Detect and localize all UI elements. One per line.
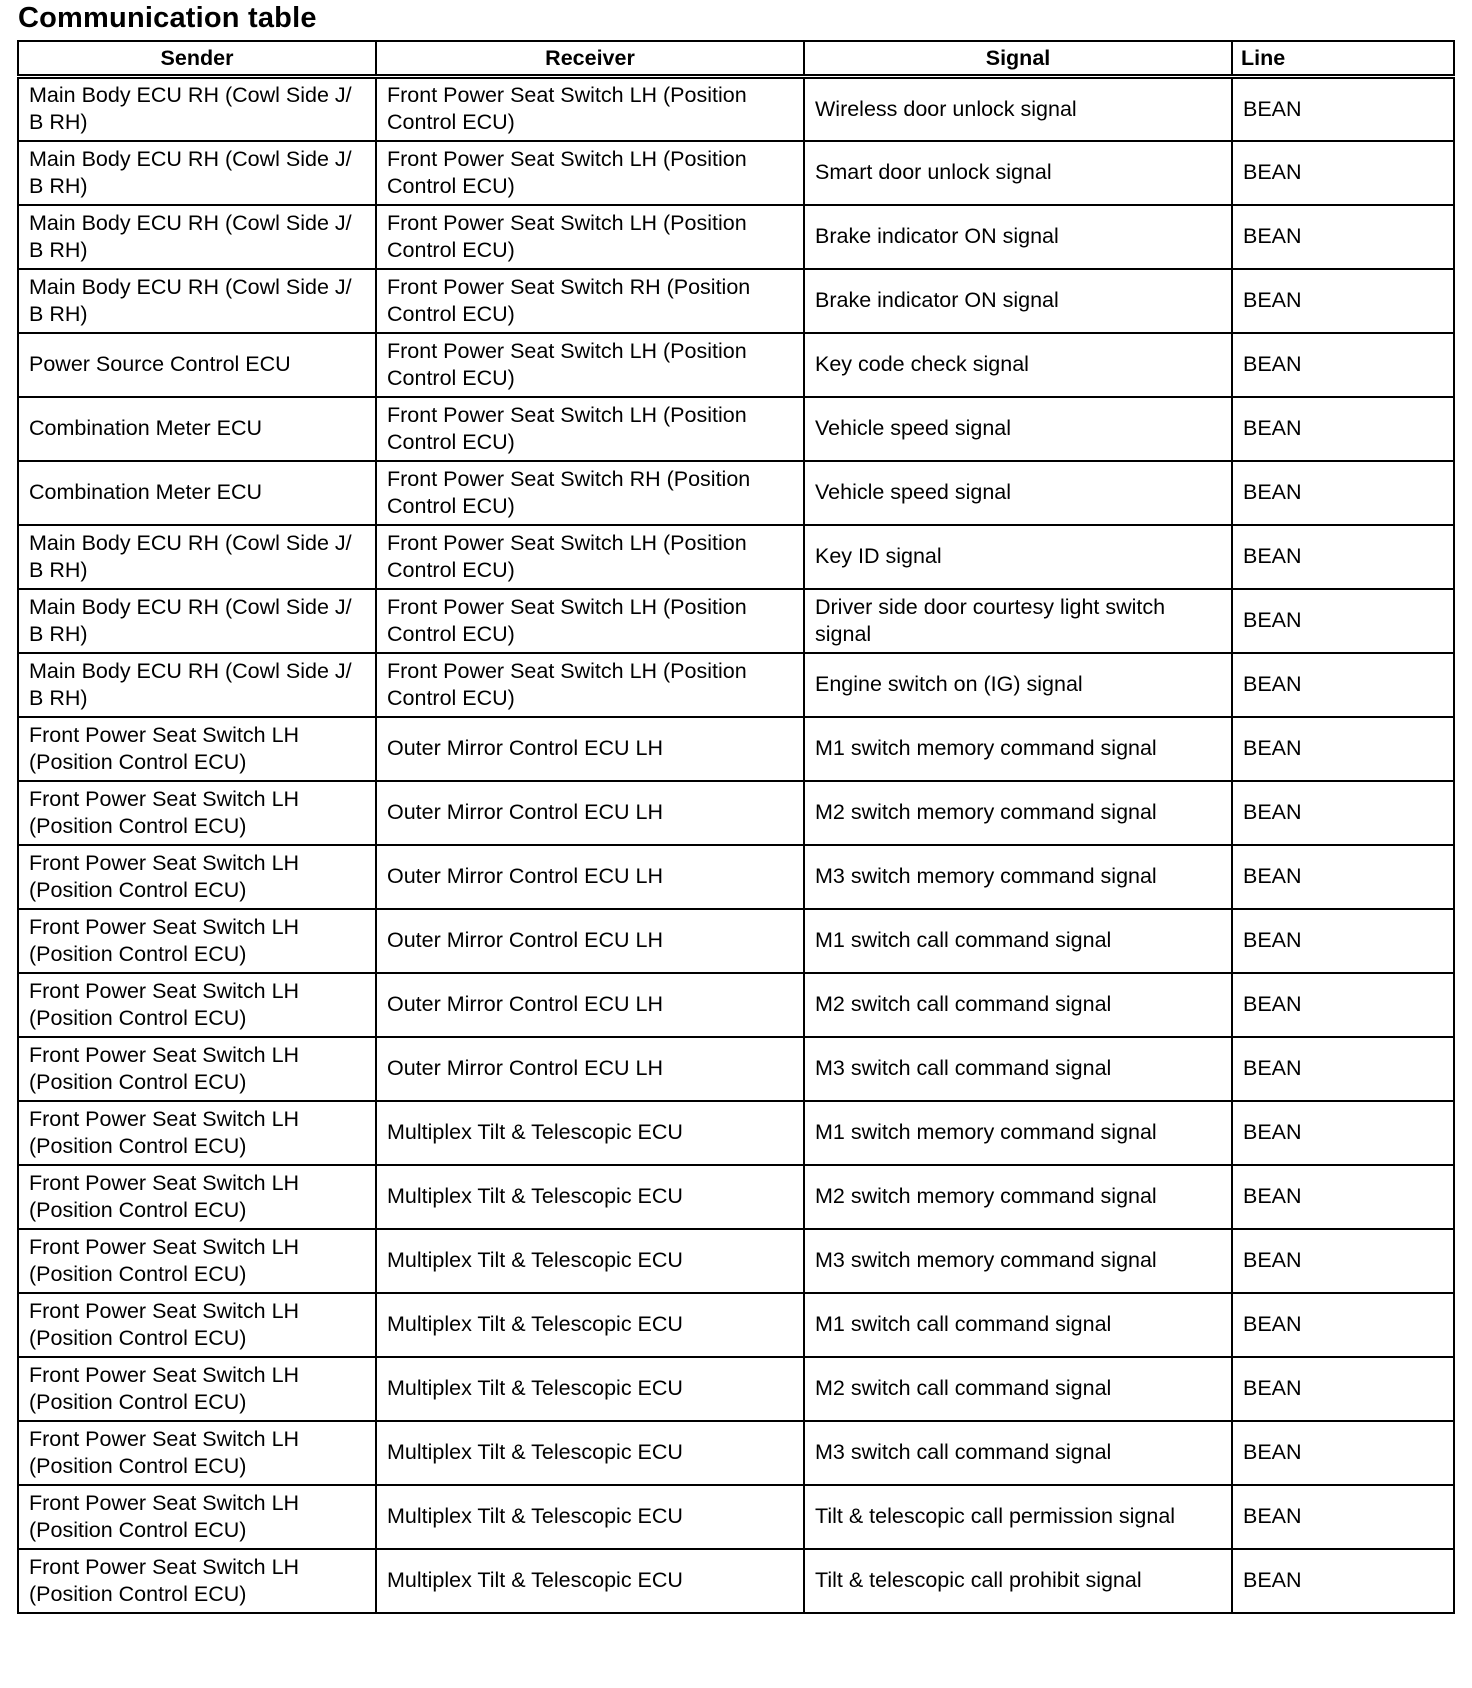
sender-cell: Front Power Seat Switch LH (Position Control ECU) xyxy=(18,845,376,909)
sender-cell: Front Power Seat Switch LH (Position Control ECU) xyxy=(18,1165,376,1229)
table-row xyxy=(18,909,1454,973)
table-row xyxy=(18,1421,1454,1485)
signal-cell: M1 switch call command signal xyxy=(804,1293,1232,1357)
line-cell: BEAN xyxy=(1232,1165,1454,1229)
table-body xyxy=(18,77,1454,1613)
line-cell: BEAN xyxy=(1232,141,1454,205)
receiver-cell: Front Power Seat Switch LH (Position Control ECU) xyxy=(376,653,804,717)
header-line: Line xyxy=(1232,41,1454,77)
line-cell: BEAN xyxy=(1232,1357,1454,1421)
signal-cell: Key code check signal xyxy=(804,333,1232,397)
table-row xyxy=(18,1357,1454,1421)
communication-table xyxy=(17,40,1455,1614)
line-cell: BEAN xyxy=(1232,1293,1454,1357)
line-cell: BEAN xyxy=(1232,717,1454,781)
header-receiver: Receiver xyxy=(376,41,804,77)
table-row xyxy=(18,1229,1454,1293)
sender-cell: Main Body ECU RH (Cowl Side J/ B RH) xyxy=(18,525,376,589)
line-cell: BEAN xyxy=(1232,269,1454,333)
receiver-cell: Multiplex Tilt & Telescopic ECU xyxy=(376,1101,804,1165)
sender-cell: Main Body ECU RH (Cowl Side J/ B RH) xyxy=(18,141,376,205)
line-cell: BEAN xyxy=(1232,781,1454,845)
receiver-cell: Outer Mirror Control ECU LH xyxy=(376,845,804,909)
table-row xyxy=(18,333,1454,397)
receiver-cell: Front Power Seat Switch LH (Position Control ECU) xyxy=(376,141,804,205)
receiver-cell: Multiplex Tilt & Telescopic ECU xyxy=(376,1357,804,1421)
table-row xyxy=(18,461,1454,525)
page-title: Communication table xyxy=(18,2,317,34)
signal-cell: M3 switch memory command signal xyxy=(804,1229,1232,1293)
signal-cell: Tilt & telescopic call permission signal xyxy=(804,1485,1232,1549)
line-cell: BEAN xyxy=(1232,973,1454,1037)
line-cell: BEAN xyxy=(1232,397,1454,461)
table-row xyxy=(18,845,1454,909)
receiver-cell: Front Power Seat Switch LH (Position Control ECU) xyxy=(376,589,804,653)
receiver-cell: Front Power Seat Switch LH (Position Control ECU) xyxy=(376,397,804,461)
line-cell: BEAN xyxy=(1232,589,1454,653)
receiver-cell: Front Power Seat Switch LH (Position Control ECU) xyxy=(376,333,804,397)
receiver-cell: Front Power Seat Switch RH (Position Control ECU) xyxy=(376,461,804,525)
line-cell: BEAN xyxy=(1232,1549,1454,1613)
line-cell: BEAN xyxy=(1232,1101,1454,1165)
table-row xyxy=(18,205,1454,269)
receiver-cell: Outer Mirror Control ECU LH xyxy=(376,781,804,845)
line-cell: BEAN xyxy=(1232,1421,1454,1485)
table-header xyxy=(18,41,1454,77)
sender-cell: Front Power Seat Switch LH (Position Control ECU) xyxy=(18,1357,376,1421)
signal-cell: M3 switch call command signal xyxy=(804,1037,1232,1101)
signal-cell: Key ID signal xyxy=(804,525,1232,589)
sender-cell: Main Body ECU RH (Cowl Side J/ B RH) xyxy=(18,205,376,269)
sender-cell: Front Power Seat Switch LH (Position Control ECU) xyxy=(18,1485,376,1549)
signal-cell: M1 switch memory command signal xyxy=(804,1101,1232,1165)
sender-cell: Combination Meter ECU xyxy=(18,397,376,461)
table-row xyxy=(18,589,1454,653)
signal-cell: Vehicle speed signal xyxy=(804,397,1232,461)
line-cell: BEAN xyxy=(1232,845,1454,909)
receiver-cell: Front Power Seat Switch LH (Position Control ECU) xyxy=(376,525,804,589)
line-cell: BEAN xyxy=(1232,205,1454,269)
sender-cell: Front Power Seat Switch LH (Position Control ECU) xyxy=(18,973,376,1037)
sender-cell: Front Power Seat Switch LH (Position Control ECU) xyxy=(18,1549,376,1613)
line-cell: BEAN xyxy=(1232,461,1454,525)
line-cell: BEAN xyxy=(1232,1229,1454,1293)
table-row xyxy=(18,269,1454,333)
receiver-cell: Outer Mirror Control ECU LH xyxy=(376,909,804,973)
signal-cell: Wireless door unlock signal xyxy=(804,77,1232,141)
sender-cell: Front Power Seat Switch LH (Position Control ECU) xyxy=(18,781,376,845)
sender-cell: Front Power Seat Switch LH (Position Control ECU) xyxy=(18,1229,376,1293)
sender-cell: Front Power Seat Switch LH (Position Control ECU) xyxy=(18,717,376,781)
signal-cell: M2 switch memory command signal xyxy=(804,781,1232,845)
sender-cell: Front Power Seat Switch LH (Position Control ECU) xyxy=(18,1037,376,1101)
sender-cell: Front Power Seat Switch LH (Position Control ECU) xyxy=(18,909,376,973)
receiver-cell: Multiplex Tilt & Telescopic ECU xyxy=(376,1165,804,1229)
receiver-cell: Multiplex Tilt & Telescopic ECU xyxy=(376,1549,804,1613)
table-row xyxy=(18,397,1454,461)
line-cell: BEAN xyxy=(1232,653,1454,717)
table-row xyxy=(18,1037,1454,1101)
sender-cell: Main Body ECU RH (Cowl Side J/ B RH) xyxy=(18,589,376,653)
signal-cell: M2 switch memory command signal xyxy=(804,1165,1232,1229)
signal-cell: Smart door unlock signal xyxy=(804,141,1232,205)
line-cell: BEAN xyxy=(1232,525,1454,589)
sender-cell: Main Body ECU RH (Cowl Side J/ B RH) xyxy=(18,653,376,717)
table-row xyxy=(18,717,1454,781)
receiver-cell: Multiplex Tilt & Telescopic ECU xyxy=(376,1229,804,1293)
sender-cell: Main Body ECU RH (Cowl Side J/ B RH) xyxy=(18,269,376,333)
receiver-cell: Outer Mirror Control ECU LH xyxy=(376,1037,804,1101)
receiver-cell: Multiplex Tilt & Telescopic ECU xyxy=(376,1485,804,1549)
signal-cell: M2 switch call command signal xyxy=(804,1357,1232,1421)
signal-cell: Engine switch on (IG) signal xyxy=(804,653,1232,717)
header-sender: Sender xyxy=(18,41,376,77)
table-row xyxy=(18,1485,1454,1549)
receiver-cell: Multiplex Tilt & Telescopic ECU xyxy=(376,1293,804,1357)
table-row xyxy=(18,77,1454,141)
signal-cell: Vehicle speed signal xyxy=(804,461,1232,525)
table-row xyxy=(18,1101,1454,1165)
table-row xyxy=(18,1165,1454,1229)
table-row xyxy=(18,1549,1454,1613)
table-row xyxy=(18,973,1454,1037)
table-row xyxy=(18,525,1454,589)
receiver-cell: Outer Mirror Control ECU LH xyxy=(376,717,804,781)
signal-cell: Driver side door courtesy light switch signal xyxy=(804,589,1232,653)
header-row xyxy=(18,41,1454,77)
sender-cell: Front Power Seat Switch LH (Position Control ECU) xyxy=(18,1101,376,1165)
signal-cell: Tilt & telescopic call prohibit signal xyxy=(804,1549,1232,1613)
signal-cell: Brake indicator ON signal xyxy=(804,205,1232,269)
line-cell: BEAN xyxy=(1232,909,1454,973)
receiver-cell: Outer Mirror Control ECU LH xyxy=(376,973,804,1037)
table-row xyxy=(18,653,1454,717)
line-cell: BEAN xyxy=(1232,1037,1454,1101)
signal-cell: M1 switch memory command signal xyxy=(804,717,1232,781)
line-cell: BEAN xyxy=(1232,1485,1454,1549)
sender-cell: Main Body ECU RH (Cowl Side J/ B RH) xyxy=(18,77,376,141)
sender-cell: Front Power Seat Switch LH (Position Control ECU) xyxy=(18,1421,376,1485)
sender-cell: Power Source Control ECU xyxy=(18,333,376,397)
signal-cell: M1 switch call command signal xyxy=(804,909,1232,973)
line-cell: BEAN xyxy=(1232,77,1454,141)
table-row xyxy=(18,1293,1454,1357)
sender-cell: Front Power Seat Switch LH (Position Control ECU) xyxy=(18,1293,376,1357)
table-row xyxy=(18,141,1454,205)
signal-cell: Brake indicator ON signal xyxy=(804,269,1232,333)
sender-cell: Combination Meter ECU xyxy=(18,461,376,525)
signal-cell: M3 switch call command signal xyxy=(804,1421,1232,1485)
line-cell: BEAN xyxy=(1232,333,1454,397)
receiver-cell: Multiplex Tilt & Telescopic ECU xyxy=(376,1421,804,1485)
receiver-cell: Front Power Seat Switch RH (Position Control ECU) xyxy=(376,269,804,333)
header-signal: Signal xyxy=(804,41,1232,77)
signal-cell: M3 switch memory command signal xyxy=(804,845,1232,909)
receiver-cell: Front Power Seat Switch LH (Position Control ECU) xyxy=(376,77,804,141)
signal-cell: M2 switch call command signal xyxy=(804,973,1232,1037)
table-row xyxy=(18,781,1454,845)
receiver-cell: Front Power Seat Switch LH (Position Control ECU) xyxy=(376,205,804,269)
